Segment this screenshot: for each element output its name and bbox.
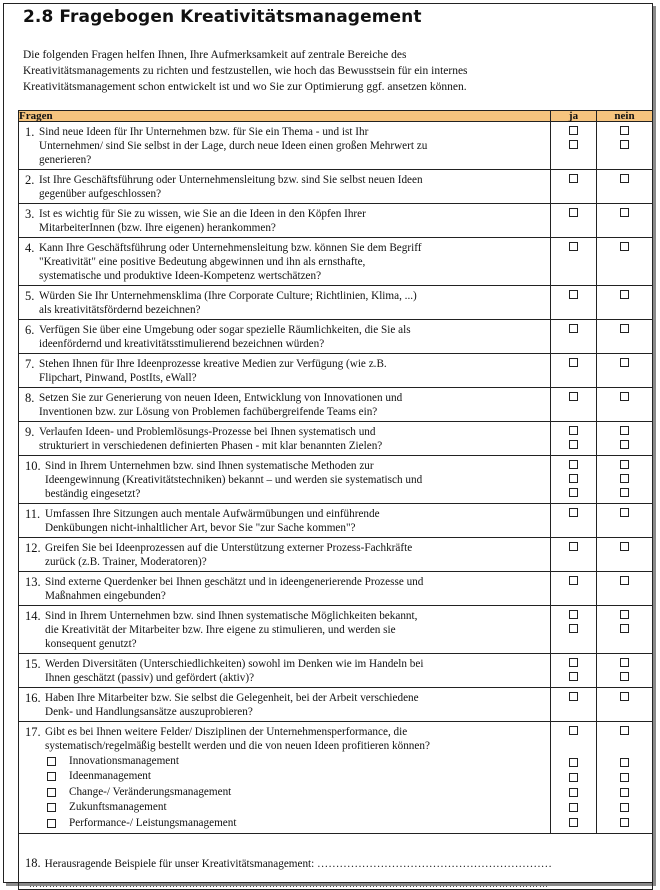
intro-line: Kreativitätsmanagement schon entwickelt ist und wo Sie zur Optimierung ggf. ansetzen können. (23, 81, 467, 93)
subitem-label: Ideenmanagement (69, 770, 151, 783)
answer-cell-no (597, 170, 653, 204)
checkbox-no[interactable] (620, 508, 629, 517)
question-line: ideenfördernd und kreativitätsstimulierend bezeichnen würden? (39, 338, 325, 350)
question-number: 3. (25, 207, 35, 221)
question-cell (19, 204, 551, 238)
question-text (19, 422, 550, 455)
question-line: Werden Diversitäten (Unterschiedlichkeiten) sowohl im Denken wie im Handeln bei (45, 658, 424, 670)
question-line: Unternehmen/ sind Sie selbst in der Lage, durch neue Ideen einen großen Mehrwert zu (39, 140, 428, 152)
checkbox-no[interactable] (620, 773, 629, 782)
checkbox-no[interactable] (620, 542, 629, 551)
subitem-label: Change-/ Veränderungsmanagement (69, 785, 232, 798)
answer-cell-yes (551, 122, 597, 170)
question-text (19, 504, 550, 537)
checkbox-yes[interactable] (569, 126, 578, 135)
subitem-label: Zukunftsmanagement (69, 801, 167, 814)
answer-cell-yes (551, 538, 597, 572)
question-line: Ideengewinnung (Kreativitätstechniken) bekannt – und werden sie systematisch und (45, 474, 423, 486)
checkbox-no[interactable] (620, 324, 629, 333)
checkbox-yes[interactable] (569, 290, 578, 299)
question-line: Gibt es bei Ihnen weitere Felder/ Disziplinen der Unternehmensperformance, die (45, 726, 408, 738)
question-text (19, 204, 550, 237)
question-cell (19, 456, 551, 504)
question-line: Verlaufen Ideen- und Problemlösungs-Prozesse bei Ihnen systematisch und (39, 426, 376, 438)
question-text (19, 354, 550, 387)
subitem (45, 800, 546, 815)
checkbox-no[interactable] (620, 474, 629, 483)
question-line: Maßnahmen eingebunden? (45, 590, 166, 602)
question-cell (19, 722, 551, 834)
question-row (19, 170, 653, 204)
checkbox-yes[interactable] (569, 208, 578, 217)
question-number: 18. (25, 855, 41, 870)
question-line: strukturiert in verschiedenen definierten Phasen - mit klar benannten Zielen? (39, 440, 383, 452)
question-number: 8. (25, 391, 35, 405)
checkbox-no[interactable] (620, 624, 629, 633)
question-cell (19, 286, 551, 320)
question-cell (19, 354, 551, 388)
question-number: 16. (25, 691, 41, 705)
question-number: 14. (25, 609, 41, 623)
question-line: "Kreativität" eine positive Bedeutung abgewinnen und ihn als ernsthafte, (39, 256, 366, 268)
question-row (19, 504, 653, 538)
answer-cell-yes (551, 654, 597, 688)
answer-cell-no (597, 606, 653, 654)
answer-cell-no (597, 504, 653, 538)
checkbox-no[interactable] (620, 672, 629, 681)
answer-cell-no (597, 422, 653, 456)
checkbox-yes[interactable] (569, 610, 578, 619)
question-line: beständig eingesetzt? (45, 488, 141, 500)
header-yes: ja (551, 111, 597, 122)
checkbox-yes[interactable] (569, 758, 578, 767)
checkbox-yes[interactable] (569, 174, 578, 183)
question-line: Denkübungen nicht-inhaltlicher Art, bevor Sie "zur Sache kommen"? (45, 522, 356, 534)
checkbox-no[interactable] (620, 358, 629, 367)
checkbox-yes[interactable] (569, 542, 578, 551)
question-number: 15. (25, 657, 41, 671)
checkbox-yes[interactable] (569, 692, 578, 701)
question-line: Verfügen Sie über eine Umgebung oder sogar spezielle Räumlichkeiten, die Sie als (39, 324, 411, 336)
answer-cell-no (597, 238, 653, 286)
examples-prompt (25, 856, 552, 871)
question-row (19, 204, 653, 238)
question-line: Kann Ihre Geschäftsführung oder Unternehmensleitung bzw. können Sie dem Begriff (39, 242, 422, 254)
header-no: nein (597, 111, 653, 122)
checkbox-no[interactable] (620, 126, 629, 135)
question-line: zurück (z.B. Trainer, Moderatoren)? (45, 556, 207, 568)
subitem (45, 754, 546, 769)
question-line: Greifen Sie bei Ideenprozessen auf die Unterstützung externer Prozess-Fachkräfte (45, 542, 413, 554)
checkbox-no[interactable] (620, 174, 629, 183)
question-number: 4. (25, 241, 35, 255)
question-line: Stehen Ihnen für Ihre Ideenprozesse kreative Medien zur Verfügung (wie z.B. (39, 358, 387, 370)
checkbox-no[interactable] (620, 208, 629, 217)
checkbox-yes[interactable] (569, 474, 578, 483)
subitem-checkbox[interactable] (47, 803, 56, 812)
checkbox-no[interactable] (620, 488, 629, 497)
questionnaire-table (18, 110, 653, 890)
checkbox-no[interactable] (620, 788, 629, 797)
question-number: 5. (25, 289, 35, 303)
question-number: 7. (25, 357, 35, 371)
subitem-checkbox[interactable] (47, 819, 56, 828)
examples-cell (19, 833, 653, 889)
question-line: die Kreativität der Mitarbeiter bzw. Ihre eigene zu stimulieren, und werden sie (45, 624, 396, 636)
checkbox-yes[interactable] (569, 358, 578, 367)
question-text (19, 654, 550, 687)
question-line: Inventionen bzw. zur Lösung von Problemen fachübergreifende Teams ein? (39, 406, 378, 418)
question-text (19, 388, 550, 421)
subitem-list (45, 754, 546, 831)
question-text (19, 122, 550, 169)
checkbox-yes[interactable] (569, 426, 578, 435)
checkbox-no[interactable] (620, 140, 629, 149)
header-questions: Fragen (19, 111, 551, 122)
subitem (45, 769, 546, 784)
question-row (19, 286, 653, 320)
question-number: 2. (25, 173, 35, 187)
checkbox-yes[interactable] (569, 818, 578, 827)
answer-cell-no (597, 204, 653, 238)
question-cell (19, 504, 551, 538)
answer-cell-no (597, 654, 653, 688)
answer-cell-no (597, 722, 653, 834)
answer-cell-no (597, 572, 653, 606)
answer-cell-yes (551, 170, 597, 204)
answer-cell-yes (551, 606, 597, 654)
checkbox-yes[interactable] (569, 803, 578, 812)
question-cell (19, 606, 551, 654)
question-line: Denk- und Handlungsansätze auszuprobieren? (45, 706, 253, 718)
question-line: systematisch/regelmäßig bestellt werden und die von neuen Ideen profitieren können? (45, 740, 430, 752)
question-row (19, 354, 653, 388)
answer-cell-yes (551, 238, 597, 286)
subitem-label: Innovationsmanagement (69, 755, 179, 767)
checkbox-no[interactable] (620, 460, 629, 469)
question-number: 9. (25, 425, 35, 439)
question-row (19, 122, 653, 170)
answer-cell-yes (551, 504, 597, 538)
question-text (19, 286, 550, 319)
checkbox-yes[interactable] (569, 508, 578, 517)
checkbox-no[interactable] (620, 290, 629, 299)
checkbox-yes[interactable] (569, 440, 578, 449)
checkbox-yes[interactable] (569, 488, 578, 497)
answer-cell-yes (551, 286, 597, 320)
question-text (19, 722, 550, 833)
examples-text[interactable]: Herausragende Beispiele für unser Kreativitätsmanagement: ……………………………………………………… (44, 857, 552, 870)
questions-body (19, 122, 653, 890)
question-number: 10. (25, 459, 41, 473)
answer-cell-yes (551, 320, 597, 354)
question-line: systematische und produktive Ideen-Kompetenz wertschätzen? (39, 270, 322, 282)
question-row (19, 422, 653, 456)
answer-cell-yes (551, 688, 597, 722)
checkbox-no[interactable] (620, 658, 629, 667)
question-cell (19, 238, 551, 286)
question-text (19, 320, 550, 353)
question-line: Flipchart, Pinwand, PostIts, eWall? (39, 372, 197, 384)
question-row (19, 538, 653, 572)
subitem-checkbox[interactable] (47, 788, 56, 797)
question-line: Ist Ihre Geschäftsführung oder Unternehmensleitung bzw. sind Sie selbst neuen Ideen (39, 174, 423, 186)
checkbox-yes[interactable] (569, 140, 578, 149)
question-number: 17. (25, 725, 41, 739)
answer-cell-yes (551, 456, 597, 504)
checkbox-no[interactable] (620, 426, 629, 435)
checkbox-no[interactable] (620, 242, 629, 251)
intro-line: Die folgenden Fragen helfen Ihnen, Ihre Aufmerksamkeit auf zentrale Bereiche des (23, 49, 407, 61)
question-line: Haben Ihre Mitarbeiter bzw. Sie selbst die Gelegenheit, bei der Arbeit verschiedene (45, 692, 419, 704)
page-title: 2.8 Fragebogen Kreativitätsmanagement (23, 7, 422, 27)
question-cell (19, 538, 551, 572)
question-line: Sind in Ihrem Unternehmen bzw. sind Ihnen systematische Methoden zur (45, 460, 374, 472)
question-text (19, 170, 550, 203)
question-text (19, 688, 550, 721)
answer-cell-no (597, 688, 653, 722)
answer-cell-no (597, 354, 653, 388)
subitem-checkbox[interactable] (47, 757, 56, 766)
subitem (45, 816, 546, 831)
answer-cell-no (597, 320, 653, 354)
question-cell (19, 654, 551, 688)
question-line: Umfassen Ihre Sitzungen auch mentale Aufwärmübungen und einführende (45, 508, 380, 520)
question-text (19, 538, 550, 571)
question-line: generieren? (39, 154, 92, 166)
checkbox-no[interactable] (620, 692, 629, 701)
question-line: als kreativitätsfördernd bezeichnen? (39, 304, 201, 316)
checkbox-no[interactable] (620, 440, 629, 449)
question-line: MitarbeiterInnen (bzw. Ihre eigenen) herankommen? (39, 222, 276, 234)
question-text (19, 456, 550, 503)
checkbox-yes[interactable] (569, 624, 578, 633)
examples-answer-line[interactable]: ………………………………………………………………………………………………………………………………………… (29, 878, 549, 889)
answer-cell-yes (551, 354, 597, 388)
question-cell (19, 170, 551, 204)
checkbox-yes[interactable] (569, 576, 578, 585)
question-row (19, 606, 653, 654)
checkbox-yes[interactable] (569, 773, 578, 782)
checkbox-no[interactable] (620, 392, 629, 401)
checkbox-no[interactable] (620, 726, 629, 735)
question-cell (19, 320, 551, 354)
question-row (19, 238, 653, 286)
answer-cell-yes (551, 204, 597, 238)
question-line: gegenüber aufgeschlossen? (39, 188, 162, 200)
answer-cell-yes (551, 572, 597, 606)
answer-cell-no (597, 456, 653, 504)
checkbox-yes[interactable] (569, 324, 578, 333)
answer-cell-yes (551, 722, 597, 834)
question-text (19, 572, 550, 605)
checkbox-no[interactable] (620, 610, 629, 619)
question-line: Ihnen geschätzt (passiv) und gefördert (aktiv)? (45, 672, 255, 684)
examples-row (19, 833, 653, 889)
question-line: Sind externe Querdenker bei Ihnen geschätzt und in ideengenerierende Prozesse und (45, 576, 424, 588)
answer-cell-yes (551, 422, 597, 456)
question-number: 13. (25, 575, 41, 589)
question-row (19, 388, 653, 422)
checkbox-yes[interactable] (569, 788, 578, 797)
question-line: konsequent genutzt? (45, 638, 137, 650)
checkbox-no[interactable] (620, 576, 629, 585)
checkbox-no[interactable] (620, 818, 629, 827)
checkbox-yes[interactable] (569, 460, 578, 469)
subitem-checkbox[interactable] (47, 772, 56, 781)
answer-cell-no (597, 538, 653, 572)
question-cell (19, 122, 551, 170)
answer-cell-no (597, 122, 653, 170)
checkbox-yes[interactable] (569, 242, 578, 251)
question-row (19, 654, 653, 688)
question-number: 12. (25, 541, 41, 555)
question-row (19, 456, 653, 504)
question-number: 6. (25, 323, 35, 337)
question-cell (19, 688, 551, 722)
checkbox-yes[interactable] (569, 672, 578, 681)
question-row (19, 320, 653, 354)
question-cell (19, 572, 551, 606)
question-line: Setzen Sie zur Generierung von neuen Ideen, Entwicklung von Innovationen und (39, 392, 403, 404)
question-row (19, 572, 653, 606)
question-cell (19, 388, 551, 422)
checkbox-no[interactable] (620, 803, 629, 812)
subitem-label: Performance-/ Leistungsmanagement (69, 816, 237, 829)
question-cell (19, 422, 551, 456)
subitem (45, 785, 546, 800)
question-line: Ist es wichtig für Sie zu wissen, wie Sie an die Ideen in den Köpfen Ihrer (39, 208, 366, 220)
question-text (19, 238, 550, 285)
question-number: 1. (25, 125, 35, 139)
intro-line: Kreativitätsmanagements zu richten und festzustellen, wie hoch das Bewusstsein für ein internes (23, 65, 468, 77)
question-line: Sind neue Ideen für Ihr Unternehmen bzw. für Sie ein Thema - und ist Ihr (39, 126, 369, 138)
question-number: 11. (25, 507, 41, 521)
checkbox-yes[interactable] (569, 658, 578, 667)
checkbox-yes[interactable] (569, 392, 578, 401)
question-line: Sind in Ihrem Unternehmen bzw. sind Ihnen systematische Möglichkeiten bekannt, (45, 610, 418, 622)
question-row (19, 688, 653, 722)
answer-cell-no (597, 388, 653, 422)
checkbox-yes[interactable] (569, 726, 578, 735)
answer-cell-yes (551, 388, 597, 422)
intro-paragraph (23, 47, 613, 95)
question-line: Würden Sie Ihr Unternehmensklima (Ihre Corporate Culture; Richtlinien, Klima, ...) (39, 290, 417, 302)
checkbox-no[interactable] (620, 758, 629, 767)
question-row (19, 722, 653, 834)
answer-cell-no (597, 286, 653, 320)
question-text (19, 606, 550, 653)
